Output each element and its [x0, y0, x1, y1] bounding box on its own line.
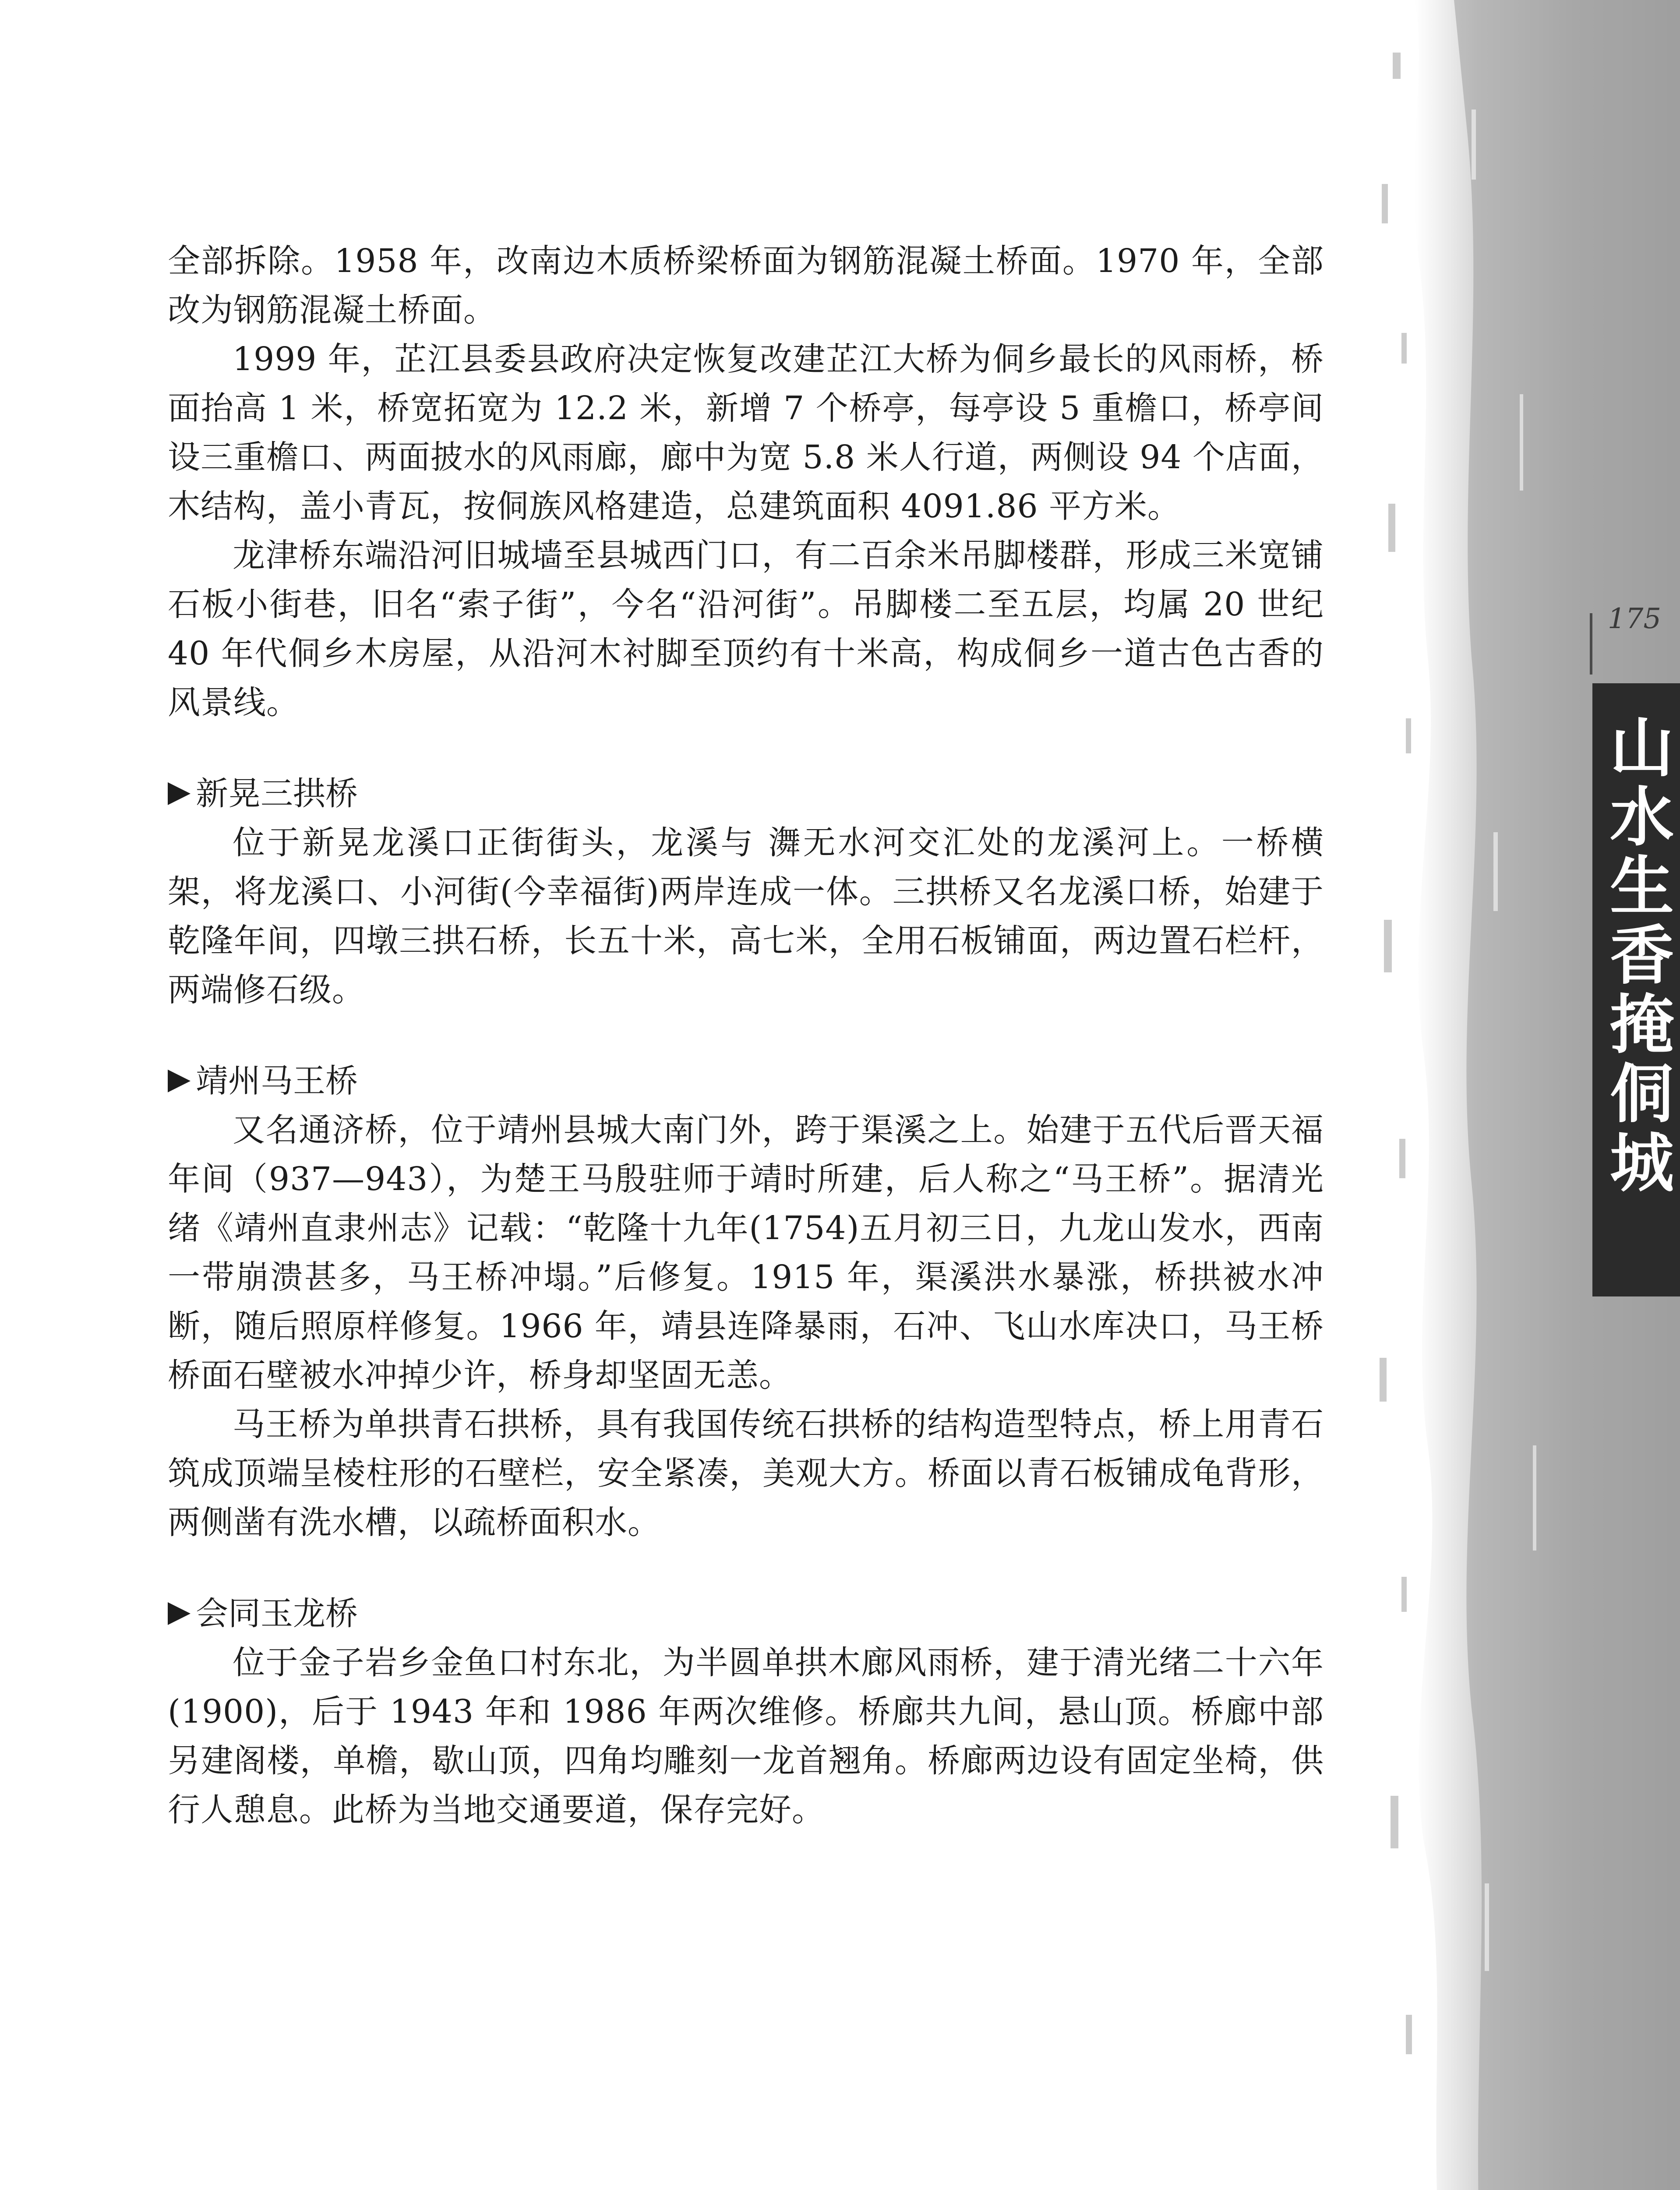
- section-heading-huitong: [168, 1589, 1324, 1638]
- arrow-right-icon: [168, 782, 191, 805]
- section-paragraph: 位于金子岩乡金鱼口村东北，为半圆单拱木廊风雨桥，建于清光绪二十六年(1900)，后于 1943 年和 1986 年两次维修。桥廊共九间，悬山顶。桥廊中部另建阁楼，单檐，歇山顶，四角均雕刻一龙首翘角。桥廊两边设有固定坐椅，供行人憩息。此桥为当地交通要道，保存完好。: [168, 1644, 1324, 1829]
- page-number: 175: [1607, 603, 1662, 635]
- intro-paragraph-3: 龙津桥东端沿河旧城墙至县城西门口，有二百余米吊脚楼群，形成三米宽铺石板小街巷，旧名“索子街”，今名“沿河街”。吊脚楼二至五层，均属 20 世纪 40 年代侗乡木房屋，从沿河木衬脚至顶约有十米高，构成侗乡一道古色古香的风景线。: [168, 537, 1324, 721]
- side-title-banner: [1592, 683, 1680, 1296]
- page-number-rule: [1590, 613, 1592, 675]
- section-heading-text: 新晃三拱桥: [196, 775, 358, 812]
- side-title-text: 山水生香掩侗城: [1599, 714, 1673, 1198]
- section-paragraph: 马王桥为单拱青石拱桥，具有我国传统石拱桥的结构造型特点，桥上用青石筑成顶端呈棱柱形的石壁栏，安全紧凑，美观大方。桥面以青石板铺成龟背形，两侧凿有洗水槽，以疏桥面积水。: [168, 1406, 1324, 1541]
- section-paragraph: 又名通济桥，位于靖州县城大南门外，跨于渠溪之上。始建于五代后晋天福年间（937—943），为楚王马殷驻师于靖时所建，后人称之“马王桥”。据清光绪《靖州直隶州志》记载：“乾隆十九年(1754)五月初三日，九龙山发水，西南一带崩溃甚多，马王桥冲塌。”后修复。1915 年，渠溪洪水暴涨，桥拱被水冲断，随后照原样修复。1966 年，靖县连降暴雨，石冲、飞山水库决口，马王桥桥面石壁被水冲掉少许，桥身却坚固无恙。: [168, 1111, 1324, 1394]
- section-heading-text: 会同玉龙桥: [196, 1595, 358, 1632]
- arrow-right-icon: [168, 1602, 191, 1625]
- intro-paragraph-1: 全部拆除。1958 年，改南边木质桥梁桥面为钢筋混凝土桥面。1970 年，全部改为钢筋混凝土桥面。: [168, 242, 1324, 329]
- intro-paragraph-2: 1999 年，芷江县委县政府决定恢复改建芷江大桥为侗乡最长的风雨桥，桥面抬高 1 米，桥宽拓宽为 12.2 米，新增 7 个桥亭，每亭设 5 重檐口，桥亭间设三重檐口、两面披水的风雨廊，廊中为宽 5.8 米人行道，两侧设 94 个店面，木结构，盖小青瓦，按侗族风格建造，总建筑面积 4091.86 平方米。: [168, 340, 1324, 525]
- section-heading-xinhuang: [168, 769, 1324, 818]
- section-heading-text: 靖州马王桥: [196, 1062, 358, 1100]
- arrow-right-icon: [168, 1070, 191, 1092]
- section-paragraph: 位于新晃龙溪口正街街头，龙溪与 㵲无水河交汇处的龙溪河上。一桥横架，将龙溪口、小河街(今幸福街)两岸连成一体。三拱桥又名龙溪口桥，始建于乾隆年间，四墩三拱石桥，长五十米，高七米，全用石板铺面，两边置石栏杆，两端修石级。: [168, 824, 1324, 1009]
- article-body: [168, 237, 1324, 1834]
- section-heading-jingzhou: [168, 1056, 1324, 1106]
